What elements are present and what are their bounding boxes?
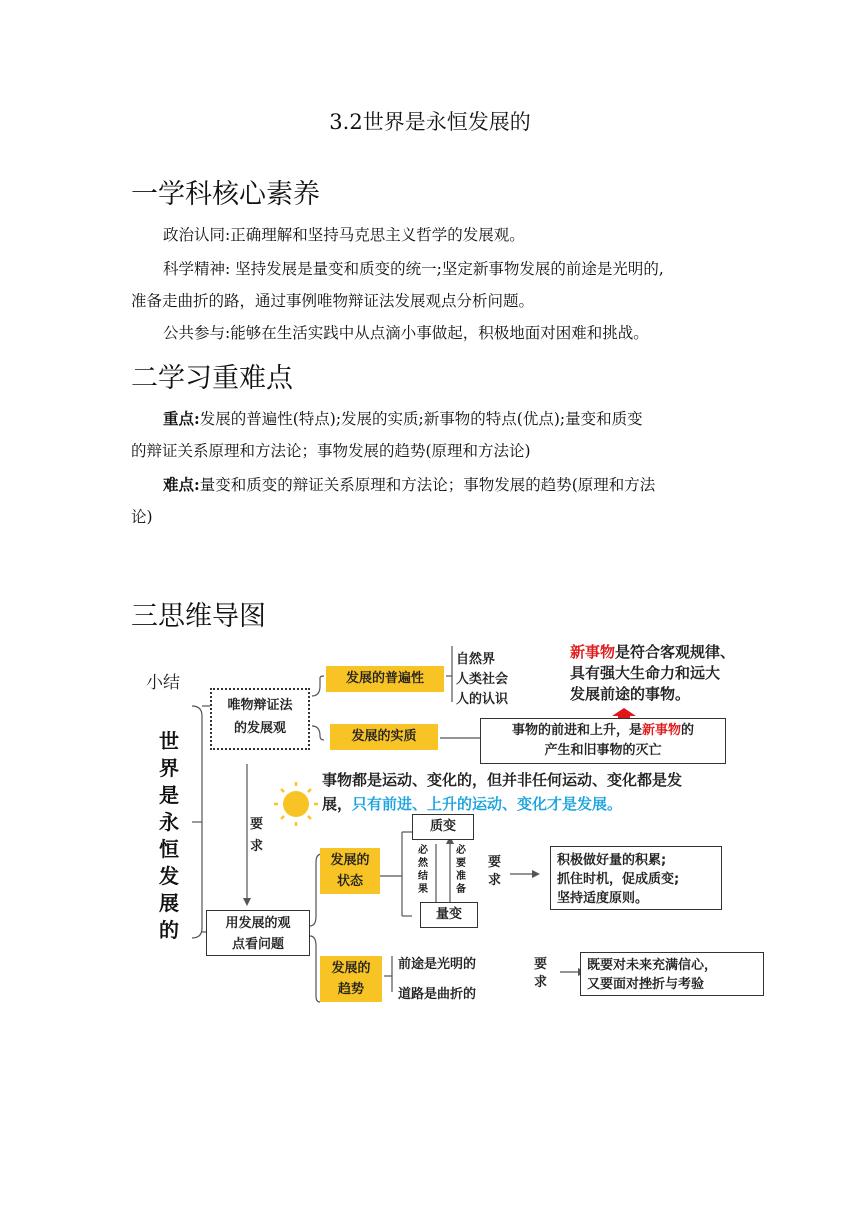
motion-statement: 事物都是运动、变化的，但并非任何运动、变化都是发 展，只有前进、上升的运动、变化才是发展。 (322, 771, 683, 813)
mind-map (140, 636, 780, 1016)
para-key-b: 的辩证关系原理和方法论；事物发展的趋势(原理和方法论) (131, 442, 531, 460)
diff-text-a: 量变和质变的辩证关系原理和方法论；事物发展的趋势(原理和方法 (199, 476, 656, 494)
para-science-b: 准备走曲折的路，通过事例唯物辩证法发展观点分析问题。 (131, 292, 535, 310)
trend-req-label: 要 求 (534, 957, 548, 990)
req-vertical-label: 要 求 (250, 817, 264, 854)
node-state: 发展的 状态 (320, 848, 380, 894)
node-use-view: 用发展的观 点看问题 (206, 910, 310, 956)
inevitable-result-label: 必 然 结 果 (418, 845, 428, 895)
para-public: 公共参与:能够在生活实践中从点滴小事做起，积极地面对困难和挑战。 (163, 324, 649, 342)
node-trend: 发展的 趋势 (320, 956, 382, 1002)
node-qualitative: 质变 (412, 814, 474, 840)
trend-list: 前途是光明的 道路是曲折的 (398, 957, 477, 1002)
key-label: 重点: (163, 409, 200, 428)
node-universality: 发展的普遍性 (326, 666, 444, 692)
section-heading-key: 二学习重难点 (131, 363, 293, 394)
essence-box: 事物的前进和上升，是新事物的 产生和旧事物的灭亡 (480, 718, 726, 764)
state-requirements-box: 积极做好量的积累; 抓住时机，促成质变; 坚持适度原则。 (550, 846, 722, 910)
node-quantitative: 量变 (420, 902, 478, 928)
new-thing-definition: 新事物是符合客观规律、 具有强大生命力和远大 发展前途的事物。 (570, 643, 736, 703)
state-req-label: 要 求 (488, 855, 502, 888)
node-essence: 发展的实质 (330, 724, 438, 750)
trend-requirements-box: 既要对未来充满信心， 又要面对挫折与考验 (580, 952, 764, 996)
universality-list: 自然界 人类社会 人的认识 (456, 652, 509, 707)
section-heading-map: 三思维导图 (131, 601, 266, 632)
sun-icon (274, 782, 318, 826)
para-science-a: 科学精神: 坚持发展是量变和质变的统一;坚定新事物发展的前途是光明的, (163, 260, 664, 278)
para-diff-a (131, 470, 731, 500)
section-heading-core: 一学科核心素养 (131, 179, 320, 210)
key-text-a: 发展的普遍性(特点);发展的实质;新事物的特点(优点);量变和质变 (199, 410, 643, 428)
necessary-prep-label: 必 要 准 备 (456, 845, 466, 895)
node-dialectic: 唯物辩证法 的发展观 (210, 688, 310, 750)
para-diff-b: 论) (131, 508, 153, 526)
corner-label: 小结 (146, 673, 180, 693)
page-title: 3.2世界是永恒发展的 (329, 110, 531, 134)
para-key-a (131, 404, 731, 434)
diff-label: 难点: (163, 475, 200, 494)
root-node: 世 界 是 永 恒 发 展 的 (159, 729, 179, 942)
para-political: 政治认同:正确理解和坚持马克思主义哲学的发展观。 (163, 226, 525, 244)
